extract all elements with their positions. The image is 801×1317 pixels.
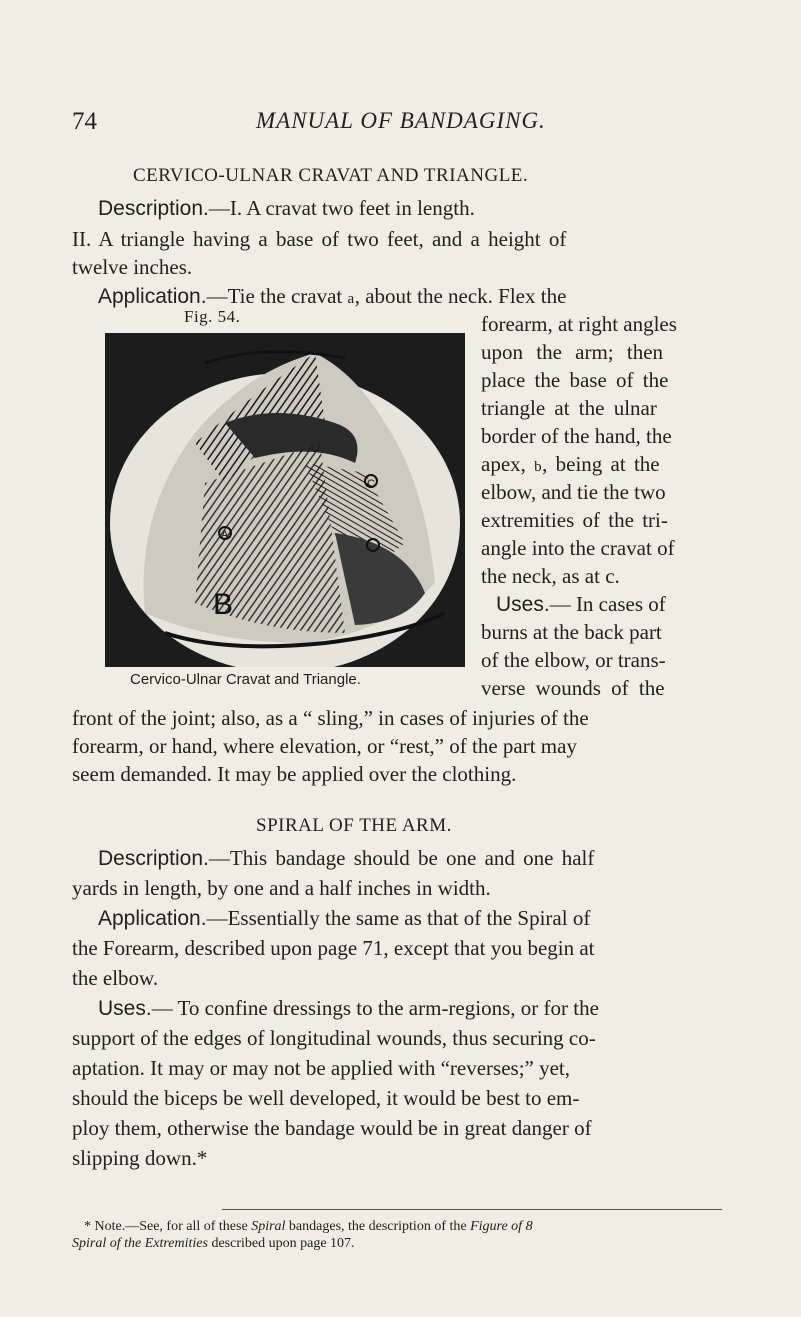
text-line: aptation. It may or may not be applied with “reverses;” yet, [72, 1056, 571, 1080]
figure-marker-b: B [213, 588, 234, 621]
text-line: seem demanded. It may be applied over the clothing. [72, 762, 517, 786]
footnote-continuation: Spiral of the Extremities described upon page 107. [72, 1236, 355, 1251]
text-line: the elbow. [72, 966, 159, 990]
text-line: II. A triangle having a base of two feet, and a height of [72, 227, 567, 251]
section-heading-spiral-arm: SPIRAL OF THE ARM. [256, 815, 452, 836]
footnote-marker: * Note. [84, 1219, 126, 1234]
text-line: verse wounds of the [481, 676, 665, 700]
running-head: MANUAL OF BANDAGING. [256, 108, 546, 133]
illustration-cravat-triangle [105, 333, 465, 667]
description-label: Description. [98, 197, 209, 220]
figure-marker-a: A [221, 529, 229, 541]
application-paragraph: Application.—Tie the cravat a, about the neck. Flex the [98, 284, 567, 308]
text-line: yards in length, by one and a half inches in width. [72, 876, 491, 900]
text-line: extremities of the tri- [481, 508, 668, 532]
text-line: support of the edges of longitudinal wounds, thus securing co- [72, 1026, 596, 1050]
figure-marker-c: C [367, 478, 375, 490]
text-line: of the elbow, or trans- [481, 648, 666, 672]
application-label: Application. [98, 285, 207, 308]
text-line: burns at the back part [481, 620, 662, 644]
letter-b: b [534, 459, 543, 475]
footnote-divider [222, 1209, 722, 1210]
page-number: 74 [72, 108, 97, 135]
text-line: place the base of the [481, 368, 669, 392]
text-line: border of the hand, the [481, 424, 672, 448]
text-line: forearm, or hand, where elevation, or “rest,” of the part may [72, 734, 577, 758]
application-label: Application. [98, 907, 207, 930]
text-line: forearm, at right angles [481, 312, 677, 336]
section-heading-cravat: CERVICO-ULNAR CRAVAT AND TRIANGLE. [133, 165, 529, 186]
description-label: Description. [98, 847, 209, 870]
figure-caption: Cervico-Ulnar Cravat and Triangle. [130, 671, 361, 688]
text-line: apex, b, being at the [481, 452, 660, 476]
text-line: front of the joint; also, as a “ sling,” in cases of injuries of the [72, 706, 589, 730]
text-line: angle into the cravat of [481, 536, 675, 560]
description-paragraph: Description.—I. A cravat two feet in length. [98, 196, 475, 220]
text-line: should the biceps be well developed, it would be best to em- [72, 1086, 580, 1110]
page-header [72, 108, 722, 138]
text-line: elbow, and tie the two [481, 480, 666, 504]
text-line: the neck, as at c. [481, 564, 620, 588]
text-line: slipping down.* [72, 1146, 208, 1170]
uses-label: Uses. [496, 593, 550, 616]
footnote: * Note.—See, for all of these Spiral bandages, the description of the Figure of 8 [84, 1219, 533, 1234]
text-line: ploy them, otherwise the bandage would be in great danger of [72, 1116, 592, 1140]
letter-a: a [347, 291, 355, 307]
figure-drawing [105, 333, 465, 667]
text-line: the Forearm, described upon page 71, except that you begin at [72, 936, 595, 960]
uses-label: Uses. [98, 997, 152, 1020]
text-line: twelve inches. [72, 255, 193, 279]
description-paragraph: Description.—This bandage should be one and one half [98, 846, 595, 870]
figure-label: Fig. 54. [184, 307, 241, 326]
text-line: triangle at the ulnar [481, 396, 657, 420]
text-line: upon the arm; then [481, 340, 664, 364]
uses-paragraph: Uses.— To confine dressings to the arm-regions, or for the [98, 996, 599, 1020]
uses-paragraph: Uses.— In cases of [496, 592, 666, 616]
application-paragraph: Application.—Essentially the same as that of the Spiral of [98, 906, 591, 930]
